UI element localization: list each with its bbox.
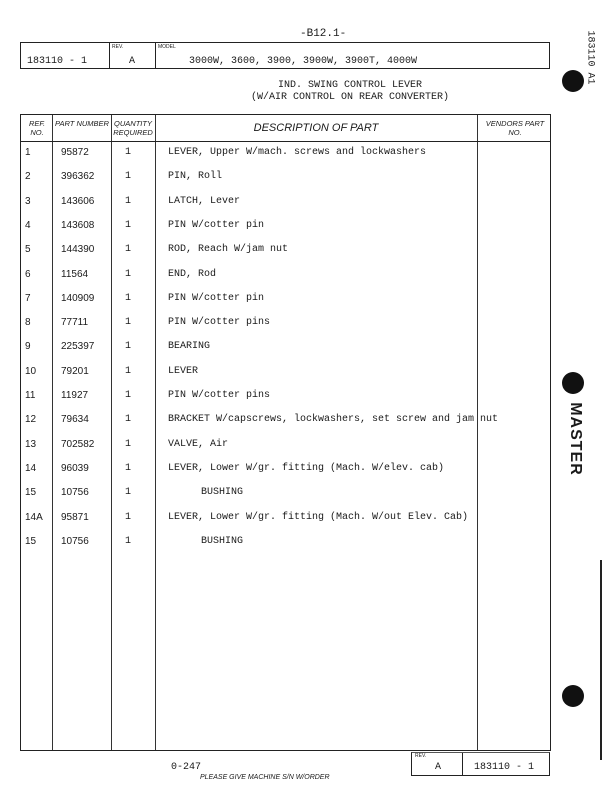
table-row: [21, 196, 550, 220]
ref-cell: 2: [25, 171, 31, 183]
part-number-cell: 95871: [61, 511, 89, 523]
ref-cell: 10: [25, 365, 37, 377]
description-cell: BEARING: [168, 341, 211, 353]
header-rev-value: A: [129, 56, 136, 67]
ref-cell: 4: [25, 219, 31, 231]
description-cell: PIN, Roll: [168, 171, 223, 183]
quantity-cell: 1: [125, 268, 132, 280]
parts-table: [20, 114, 551, 751]
ref-cell: 15: [25, 487, 37, 499]
table-row: [21, 341, 550, 365]
header-rev-label: REV.: [112, 44, 124, 50]
table-row: [21, 536, 550, 560]
quantity-cell: 1: [125, 317, 132, 329]
table-row: [21, 463, 550, 487]
col-header-ref: REF. NO.: [28, 119, 46, 137]
part-number-cell: 396362: [61, 171, 95, 183]
header-part-cell: [21, 43, 110, 68]
quantity-cell: 1: [125, 462, 132, 474]
master-stamp-text: MASTER: [566, 402, 584, 476]
quantity-cell: 1: [125, 365, 132, 377]
part-number-cell: 96039: [61, 462, 89, 474]
header-model-cell: [155, 43, 547, 68]
table-row: [21, 439, 550, 463]
punch-hole-bottom: [562, 685, 584, 707]
assembly-subtitle: (W/AIR CONTROL ON REAR CONVERTER): [250, 92, 450, 103]
ref-cell: 6: [25, 268, 31, 280]
description-cell: LEVER, Upper W/mach. screws and lockwashers: [168, 147, 427, 158]
description-cell: VALVE, Air: [168, 438, 229, 450]
form-code: 0-247: [171, 762, 202, 773]
ref-cell: 13: [25, 438, 37, 450]
ref-cell: 14: [25, 462, 37, 474]
quantity-cell: 1: [125, 219, 132, 231]
quantity-cell: 1: [125, 292, 132, 304]
ref-cell: 11: [25, 390, 36, 401]
description-cell: PIN W/cotter pin: [168, 292, 265, 304]
part-number-cell: 77711: [61, 317, 89, 329]
quantity-cell: 1: [125, 535, 132, 547]
header-model-value: 3000W, 3600, 3900, 3900W, 3900T, 4000W: [189, 56, 418, 67]
table-row: [21, 220, 550, 244]
part-number-cell: 702582: [61, 438, 95, 450]
part-number-cell: 79634: [61, 414, 89, 426]
col-header-description: DESCRIPTION OF PART: [253, 122, 379, 134]
description-cell: BUSHING: [201, 487, 244, 499]
footer-box: [411, 752, 550, 776]
table-row: [21, 293, 550, 317]
quantity-cell: 1: [125, 487, 132, 499]
description-cell: END, Rod: [168, 268, 217, 280]
description-cell: PIN W/cotter pins: [168, 390, 271, 401]
table-row: [21, 147, 550, 171]
master-stamp: [560, 400, 590, 480]
description-cell: PIN W/cotter pins: [168, 317, 271, 329]
page-number: -B12.1-: [300, 28, 347, 40]
ref-cell: 3: [25, 195, 31, 207]
footer-note: PLEASE GIVE MACHINE S/N W/ORDER: [200, 774, 330, 781]
table-row: [21, 414, 550, 438]
quantity-cell: 1: [125, 414, 132, 426]
table-row: [21, 317, 550, 341]
ref-cell: 9: [25, 341, 31, 353]
part-number-cell: 10756: [61, 535, 89, 547]
quantity-cell: 1: [125, 195, 132, 207]
header-box: [20, 42, 550, 69]
quantity-cell: 1: [125, 390, 132, 401]
footer-rev-label: REV.: [415, 753, 427, 759]
footer-divider: [462, 753, 463, 775]
description-cell: LATCH, Lever: [168, 195, 241, 207]
description-cell: ROD, Reach W/jam nut: [168, 244, 289, 256]
part-number-cell: 225397: [61, 341, 95, 353]
ref-cell: 1: [25, 147, 31, 158]
table-row: [21, 487, 550, 511]
quantity-cell: 1: [125, 341, 132, 353]
description-cell: BUSHING: [201, 535, 244, 547]
description-cell: LEVER: [168, 365, 199, 377]
quantity-cell: 1: [125, 438, 132, 450]
ref-cell: 12: [25, 414, 37, 426]
part-number-cell: 143608: [61, 219, 95, 231]
header-part-value: 183110 - 1: [27, 56, 88, 67]
header-divider: [21, 141, 550, 142]
header-model-label: MODEL: [158, 44, 176, 50]
table-row: [21, 244, 550, 268]
description-cell: BRACKET W/capscrews, lockwashers, set screw and jam nut: [168, 414, 499, 426]
quantity-cell: 1: [125, 511, 132, 523]
part-number-cell: 95872: [61, 147, 89, 158]
ref-cell: 15: [25, 535, 37, 547]
part-number-cell: 10756: [61, 487, 89, 499]
table-row: [21, 512, 550, 536]
punch-hole-middle: [562, 372, 584, 394]
quantity-cell: 1: [125, 147, 132, 158]
col-header-quantity: QUANTITY REQUIRED: [113, 119, 153, 137]
table-row: [21, 366, 550, 390]
part-number-cell: 11564: [61, 268, 89, 280]
ref-cell: 8: [25, 317, 31, 329]
ref-cell: 7: [25, 292, 31, 304]
punch-hole-top: [562, 70, 584, 92]
description-cell: PIN W/cotter pin: [168, 219, 265, 231]
description-cell: LEVER, Lower W/gr. fitting (Mach. W/out Elev. Cab): [168, 511, 469, 523]
table-row: [21, 390, 550, 414]
part-number-cell: 144390: [61, 244, 95, 256]
footer-part-value: 183110 - 1: [474, 762, 535, 773]
col-header-vendors: VENDORS PART NO.: [485, 119, 545, 137]
page-edge-mark: [600, 560, 602, 760]
part-number-cell: 11927: [61, 390, 89, 401]
footer-rev-value: A: [435, 762, 442, 773]
part-number-cell: 143606: [61, 195, 95, 207]
quantity-cell: 1: [125, 171, 132, 183]
ref-cell: 5: [25, 244, 31, 256]
col-header-part-number: PART NUMBER: [55, 119, 109, 128]
quantity-cell: 1: [125, 244, 132, 256]
part-number-cell: 140909: [61, 292, 95, 304]
side-document-code: [583, 28, 603, 98]
description-cell: LEVER, Lower W/gr. fitting (Mach. W/elev. cab): [168, 462, 445, 474]
table-row: [21, 269, 550, 293]
part-number-cell: 79201: [61, 365, 89, 377]
side-code-text: 183110 A1: [584, 30, 596, 85]
assembly-title: IND. SWING CONTROL LEVER: [277, 80, 423, 91]
ref-cell: 14A: [25, 511, 43, 523]
table-row: [21, 171, 550, 195]
header-rev-cell: [109, 43, 156, 68]
